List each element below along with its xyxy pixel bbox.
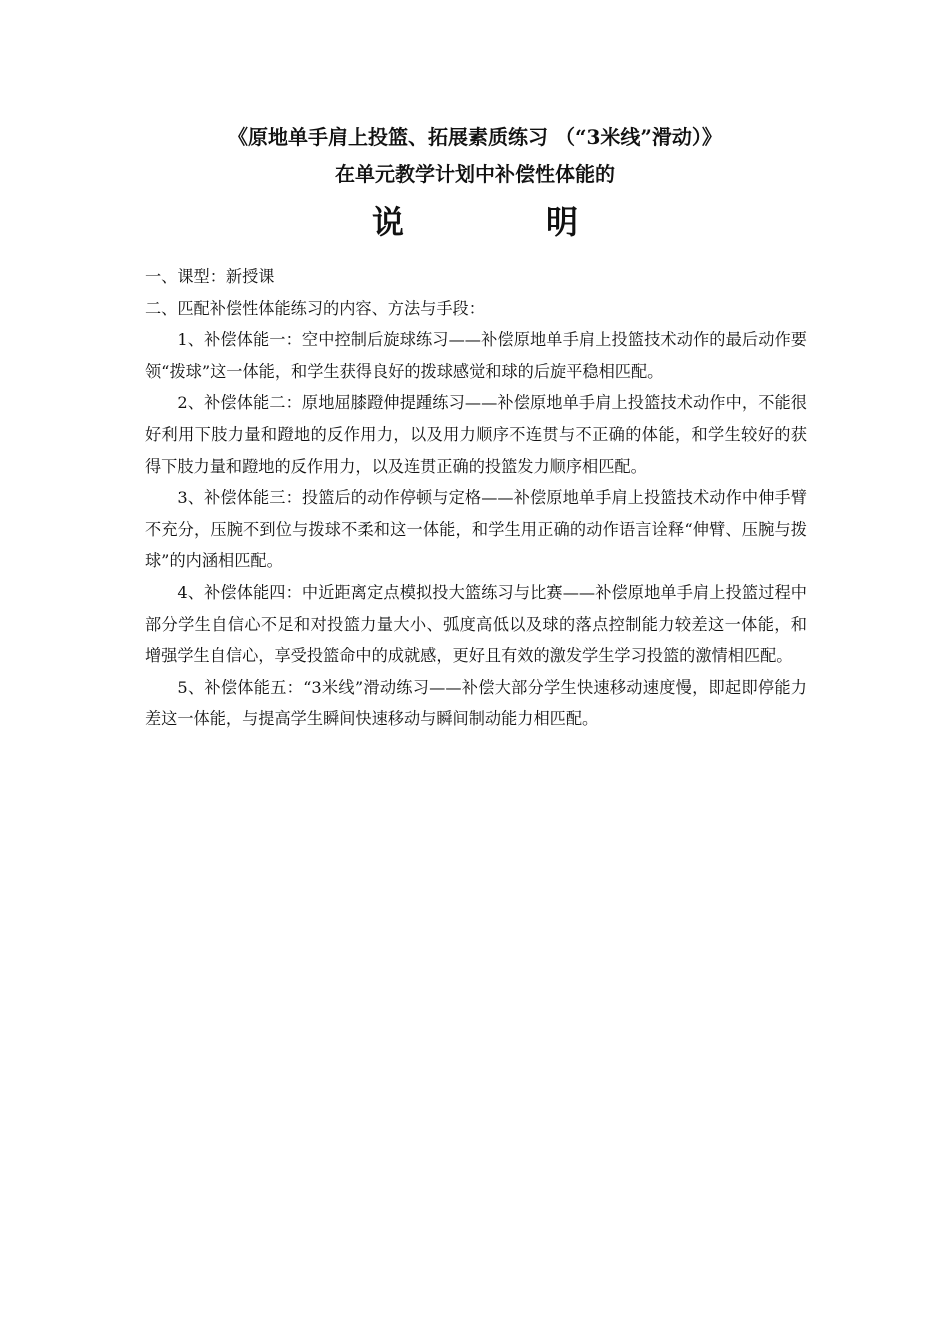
heading-char-shuo: 说 bbox=[372, 203, 405, 241]
document-body bbox=[145, 261, 807, 735]
document-title: 《原地单手肩上投篮、拓展素质练习 （“3米线”滑动）》 bbox=[228, 125, 722, 149]
paragraph-item-3: 3、补偿体能三：投篮后的动作停顿与定格——补偿原地单手肩上投篮技术动作中伸手臂不充分，压腕不到位与拨球不柔和这一体能，和学生用正确的动作语言诠释“伸臂、压腕与拨球”的内涵相匹配。 bbox=[145, 488, 807, 571]
paragraph-item-2: 2、补偿体能二：原地屈膝蹬伸提踵练习——补偿原地单手肩上投篮技术动作中，不能很好利用下肢力量和蹬地的反作用力，以及用力顺序不连贯与不正确的体能，和学生较好的获得下肢力量和蹬地的反作用力，以及连贯正确的投篮发力顺序相匹配。 bbox=[145, 393, 807, 476]
paragraph-matching-heading: 二、匹配补偿性体能练习的内容、方法与手段： bbox=[145, 298, 485, 318]
paragraph-item-5: 5、补偿体能五：“3米线”滑动练习——补偿大部分学生快速移动速度慢，即起即停能力差这一体能，与提高学生瞬间快速移动与瞬间制动能力相匹配。 bbox=[145, 677, 807, 729]
paragraph-lesson-type: 一、课型：新授课 bbox=[145, 267, 275, 286]
heading-char-ming: 明 bbox=[546, 203, 579, 241]
section-heading bbox=[0, 200, 950, 244]
paragraph-item-4: 4、补偿体能四：中近距离定点模拟投大篮练习与比赛——补偿原地单手肩上投篮过程中部分学生自信心不足和对投篮力量大小、弧度高低以及球的落点控制能力较差这一体能，和增强学生自信心，享受投篮命中的成就感，更好且有效的激发学生学习投篮的激情相匹配。 bbox=[145, 582, 807, 666]
document-subtitle: 在单元教学计划中补偿性体能的 bbox=[335, 162, 615, 186]
paragraph-item-1: 1、补偿体能一：空中控制后旋球练习——补偿原地单手肩上投篮技术动作的最后动作要领“拨球”这一体能，和学生获得良好的拨球感觉和球的后旋平稳相匹配。 bbox=[145, 330, 807, 381]
